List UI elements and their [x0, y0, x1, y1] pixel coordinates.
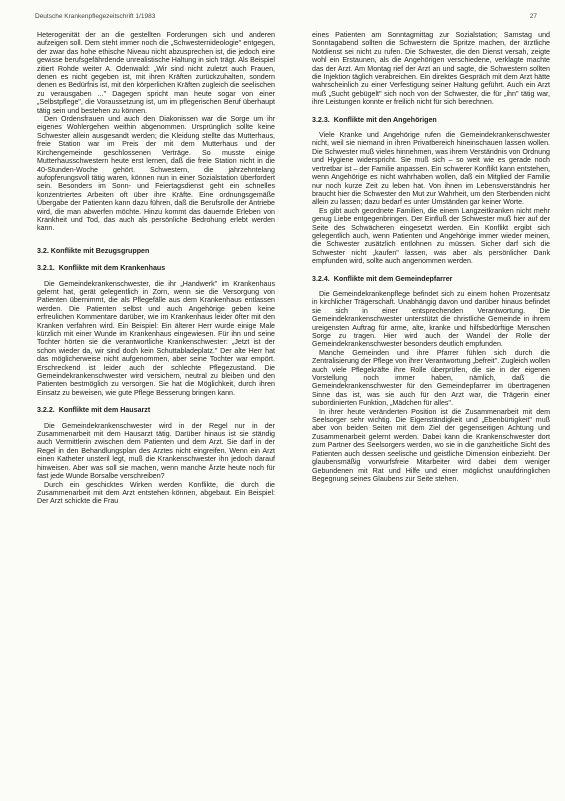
paragraph: Es gibt auch geordnete Familien, die einem Langzeitkranken nicht mehr genug Liebe entgegenbringen. Der Einfluß der Schwester muß hier auf der Seite des Schwächeren eingesetzt werden. Ein Konflikt ergibt sich gelegentlich auch, wenn Patienten und Angehörige immer wieder meinen, die Schwester zusätzlich entlohnen zu müssen. Sicher darf sich die Schwester nicht „kaufen" lassen, was aber als persönlicher Dank empfunden wird, sollte auch angenommen werden.: [312, 206, 550, 266]
paragraph: Viele Kranke und Angehörige rufen die Gemeindekrankenschwester nicht, weil sie niemand in ihren Privatbereich hineinschauen lassen wollen. Die Schwester muß vieles hinnehmen, was ihrem Verständnis von Ordnung und Hygiene widerspricht. Sie muß sich – so weit wie es gerade noch vertretbar ist – der Familie anpassen. Ein schwerer Konflikt kann entstehen, wenn Angehörige es nicht wahrhaben wollen, daß ein Mitglied der Familie nur noch kurze Zeit zu leben hat. Von ihnen im Lebensverständnis her braucht hier die Schwester den Mut zur Wahrheit, um den Sterbenden nicht allein zu lassen; dazu bedarf es unter Umständen gar keiner Worte.: [312, 131, 550, 207]
subsection-heading: [312, 275, 550, 283]
paragraph: Durch ein geschicktes Wirken werden Konflikte, die durch die Zusammenarbeit mit dem Arzt entstehen können, abgebaut. Ein Beispiel: Der Arzt schickte die Frau: [37, 480, 275, 506]
paragraph: Den Ordensfrauen und auch den Diakonissen war die Sorge um ihr eigenes Wohlergehen weithin abgenommen. Ursprünglich sollte keine Schwester allein ausgesandt werden; die Kleidung stellte das Mutterhaus, freie Station war im Preis der mit dem Mutterhaus und der Kirchengemeinde geschlossenen Verträge. So musste einige Mutterhausschwestern heute erst lernen, daß die freie Station nicht in die 40-Stunden-Woche gehört. Schwestern, die jahrzehntelang aufopferungsvoll tätig waren, können nun in einer Sozialstation überfordert sein. Besonders im Sonn- und Feiertagsdienst geht ein schnelles konzentriertes Arbeiten oft über ihre Kräfte. Eine ordnungsgemäße Übergabe der Patienten kann dazu führen, daß die Berufsrolle der Antriebe wird, die man abwerfen möchte. Hinzu kommt das dauernde Erleben von Krankheit und Tod, das auch als persönliche Bedrohung erlebt werden kann.: [37, 115, 275, 233]
paragraph: Heterogenität der an die gestellten Forderungen sich und anderen aufzeigen soll. Dem steht immer noch die „Schwesternideologie" entgegen, der zwar das hohe ethische Niveau nicht abzusprechen ist, die jedoch eine gewisse berufsgefährdende unrealistische Haltung in sich trägt. Als Beispiel zitiert Rohde weiter A. Odenwald: „Wir sind nicht zuletzt auch Frauen, denen es nicht gegeben ist, mit ihren Kräften zurückzuhalten, sondern denen es Bedürfnis ist, mit den körperlichen Kräften zugleich die seelischen zu verausgaben ..." Dagegen spricht man heute sogar von einer „Selbstpflege", die Voraussetzung ist, um im pflegerischen Beruf überhaupt tätig sein und bestehen zu können.: [37, 31, 275, 115]
running-header: [35, 11, 537, 23]
subsection-number: 3.2.1.: [37, 264, 55, 273]
paragraph: eines Patienten am Sonntagmittag zur Sozialstation; Samstag und Sonntagabend sollten die Schwestern die Spritze machen, der ärztliche Notdienst sei nicht zu rufen. Die Schwester, die den Dienst versah, zeigte wohl ein Erstaunen, als die Angehörigen verschiedene, verklagte machte das der Arzt. Am Montag rief der Arzt an und sagte, die Schwestern sollten die Injektion täglich verabreichen. Ein direktes Gespräch mit dem Arzt hätte wahrscheinlich zu einer Verfestigung seiner Haltung geführt. Auch ein Arzt muß „Sucht gebügelt" sich noch von der Schwester, die für „ihn" tätig war, ihre Leistungen konnte er freilich nicht für sich berechnen.: [312, 31, 550, 107]
paragraph: Die Gemeindekrankenschwester, die ihr „Handwerk" im Krankenhaus gelernt hat, gerät gelegentlich in Zorn, wenn sie die Versorgung von Patienten übernimmt, die als Pflegefälle aus dem Krankenhaus entlassen werden. Die Patienten selbst und auch Angehörige geben keine erfreulichen Kommentare darüber, wie im Krankenhaus leider öfter mit den Kranken verfahren wird. Ein Beispiel: Ein älterer Herr wurde einige Male kürzlich mit einer Wunde im Krankenhaus eingewiesen. Für ihn und seine Tochter hörten sie die verantwortliche Krankenschwester: „Jetzt ist der schon wieder da, wir sind doch kein Schuttabladeplatz." Der alte Herr hat das möglicherweise nicht aufgenommen, aber seine Tochter war empört. Erschreckend ist leider auch der schlechte Pflegezustand. Die Gemeindekrankenschwester wird versichern, neutral zu bleiben und den Patienten bestmöglich zu versorgen. Sie hat die Möglichkeit, durch ihren Einsatz zu beweisen, wie gute Pflege Besserung bringen kann.: [37, 279, 275, 397]
paragraph: Die Gemeindekrankenschwester wird in der Regel nur in der Zusammenarbeit mit dem Hausarzt tätig. Darüber hinaus ist sie ständig auch Vermittlerin zwischen dem Patienten und dem Arzt. Sie darf in der Regel in den Behandlungsplan des Arztes nicht eingreifen. Wenn ein Arzt einen Katheter unsteril legt, muß die Krankenschwester ihn jedoch darauf hinweisen. Aber was soll sie machen, wenn manche Ärzte heute noch für fast jede Wunde Borsalbe verschreiben?: [37, 421, 275, 481]
subsection-number: 3.2.3.: [312, 115, 330, 124]
subsection-title: Konflikte mit dem Hausarzt: [58, 406, 151, 415]
subsection-heading: [312, 116, 550, 124]
paragraph: Die Gemeindekrankenpflege befindet sich zu einem hohen Prozentsatz in kirchlicher Trägerschaft. Unabhängig davon und darüber hinaus befindet sie sich in einer entsprechenden Verantwortung. Die Gemeindekrankenschwester unterstützt die christliche Gemeinde in ihrem ureigensten Auftrag für arme, alte, kranke und hilfsbedürftige Menschen Sorge zu tragen. Hier wird auch der Wandel der Rolle der Gemeindekrankenschwester besonders deutlich empfunden.: [312, 289, 550, 349]
subsection-heading: [37, 406, 275, 414]
subsection-title: Konflikte mit dem Gemeindepfarrer: [333, 274, 453, 283]
subsection-number: 3.2.2.: [37, 406, 55, 415]
subsection-number: 3.2.4.: [312, 274, 330, 283]
journal-title: Deutsche Krankenpflegezeitschrift 1/1983: [35, 13, 156, 20]
page-number: 27: [529, 13, 537, 20]
paragraph: Manche Gemeinden und ihre Pfarrer fühlen sich durch die Zentralisierung der Pflege von ihrer Verantwortung „befreit". Zugleich wollen auch viele Pflegekräfte ihre Rolle überprüfen, die sie in der eigenen Vorstellung noch immer haben, nämlich, daß die Gemeindekrankenschwester für den Gemeindepfarrer im übertragenen Sinne das ist, was sie auch für den Arzt war, die Trägerin einer subordinierten Funktion, „Mädchen für alles".: [312, 348, 550, 408]
left-column: [37, 31, 275, 791]
subsection-title: Konflikte mit den Angehörigen: [333, 115, 437, 124]
paragraph: In ihrer heute veränderten Position ist die Zusammenarbeit mit dem Seelsorger sehr wichtig. Die Eigenständigkeit und „Ebenbürtigkeit" muß aber von beiden Seiten mit dem Ziel der gegenseitigen Achtung und Zusammenarbeit gelernt werden. Dabei kann die Krankenschwester dort zum Partner des Seelsorgers werden, wo sie in die ganzheitliche Sicht des Patienten auch dessen seelische und geistliche Dimension einbezieht. Der glaubensmäßig vorwurfsfreie Mitarbeiter wird dabei dem weniger Gebundenen mit Rat und Hilfe und einer möglichst unaufdringlichen Begegnung seines Glaubens zur Seite stehen.: [312, 407, 550, 483]
right-column: [312, 31, 550, 791]
subsection-title: Konflikte mit dem Krankenhaus: [58, 264, 166, 273]
section-heading: 3.2. Konflikte mit Bezugsgruppen: [37, 246, 150, 255]
subsection-heading: [37, 264, 275, 272]
